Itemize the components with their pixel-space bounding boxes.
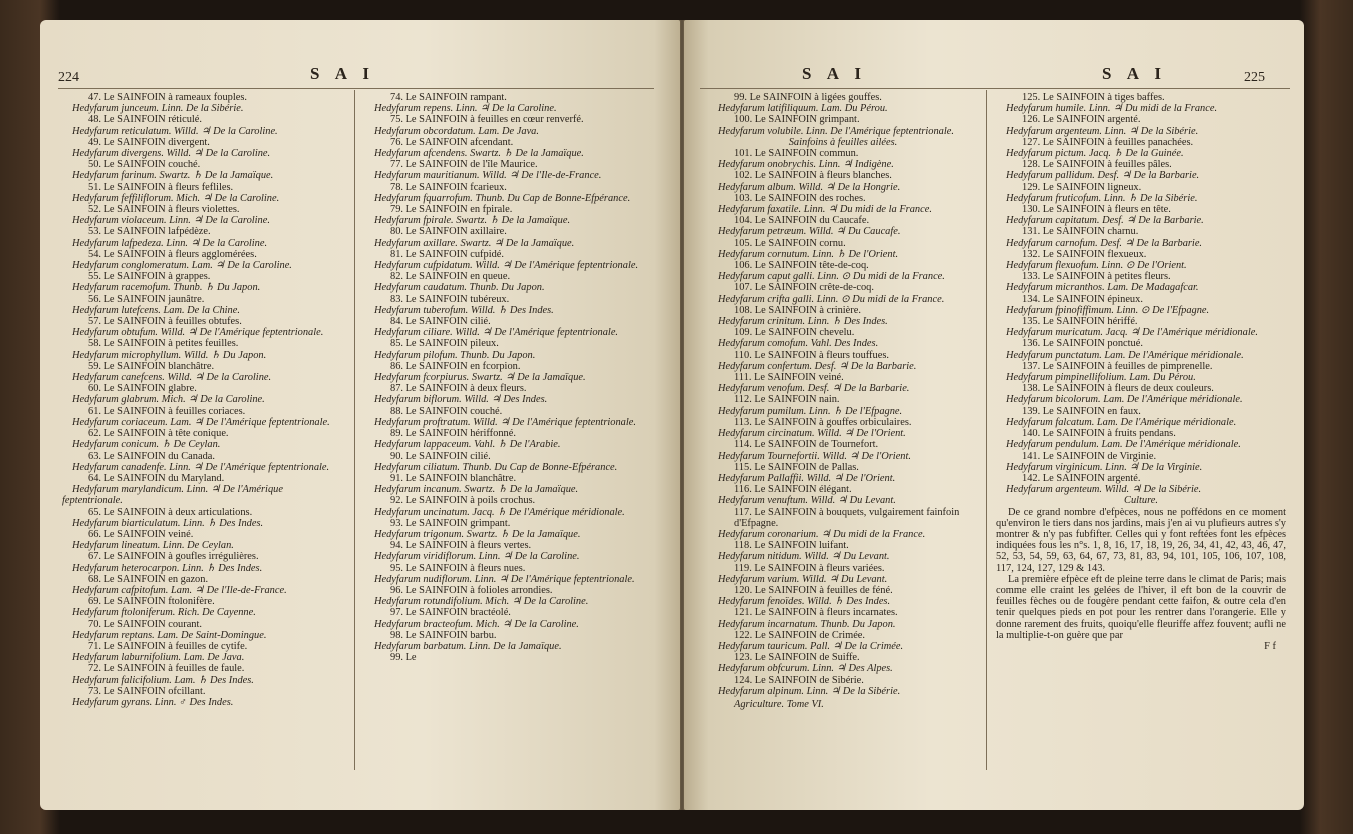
entry-title: 122. Le SAINFOIN de Crimée. [734,629,866,641]
entry-latin-name: Hedyfarum lutefcens. Lam. De la Chine. [72,304,240,316]
entry-title: 99. Le [390,652,417,664]
entry-title: 73. Le SAINFOIN ofcillant. [88,685,206,697]
entry-latin-name: Hedyfarum biarticulatum. Linn. ♄ Des Indes. [72,517,264,529]
entry-latin-name: Hedyfarum microphyllum. Willd. ♄ Du Japon. [72,349,267,361]
entry-title: 99. Le SAINFOIN à ligées gouffes. [734,92,882,103]
right-column-1 [708,92,978,710]
entry-title: 108. Le SAINFOIN à crinière. [734,304,861,316]
entry-title: 89. Le SAINFOIN hériffonné. [390,428,516,440]
entry-title: 74. Le SAINFOIN rampant. [390,92,507,103]
entry-latin-name: Hedyfarum fpinofiffimum. Linn. ⊙ De l'Efpagne. [1006,304,1210,316]
entry-title: 79. Le SAINFOIN en fpirale. [390,204,513,216]
entry-latin-name: Hedyfarum lineatum. Linn. De Ceylan. [72,540,234,552]
entry-latin-name: Hedyfarum punctatum. Lam. De l'Amérique méridionale. [1006,349,1244,361]
right-page [684,20,1304,810]
entry-title: 110. Le SAINFOIN à fleurs touffues. [734,349,889,361]
entry-title: 47. Le SAINFOIN à rameaux fouples. [88,92,247,103]
entry-latin-name: Hedyfarum fruticofum. Linn. ♄ De la Sibérie. [1006,192,1198,204]
entry-title: 69. Le SAINFOIN ftolonifère. [88,596,215,608]
entry-title: 112. Le SAINFOIN nain. [734,394,840,406]
entry-title: 91. Le SAINFOIN blanchâtre. [390,472,517,484]
entry-latin-name: Hedyfarum caput galli. Linn. ⊙ Du midi de la France. [718,271,945,283]
entry-latin-name: Hedyfarum barbatum. Linn. De la Jamaïque. [374,640,562,652]
entry-latin-name: Hedyfarum fenoïdes. Willd. ♄ Des Indes. [718,596,891,608]
left-column-2 [364,92,656,663]
entry-title: 119. Le SAINFOIN à fleurs variées. [734,562,885,574]
entry-latin-name: Hedyfarum tauricum. Pall. ♃ De la Crimée. [718,640,904,652]
entry-latin-name: Hedyfarum varium. Willd. ♃ Du Levant. [718,573,888,585]
header-rule [58,88,654,89]
entry-title: 82. Le SAINFOIN en queue. [390,271,511,283]
entry-title: 63. Le SAINFOIN du Canada. [88,450,215,462]
entry-title: 139. Le SAINFOIN en faux. [1022,405,1141,417]
entry-latin-name: Hedyfarum marylandicum. Linn. ♃ De l'Amérique feptentrionale. [62,484,283,507]
entry-latin-name: Hedyfarum album. Willd. ♃ De la Hongrie. [718,181,901,193]
entry-latin-name: Hedyfarum falcatum. Lam. De l'Amérique méridionale. [1006,416,1237,428]
left-column-1 [62,92,344,708]
entry-latin-name: Hedyfarum conglomeratum. Lam. ♃ De la Caroline. [72,260,292,272]
entry-latin-name: Hedyfarum capitatum. Desf. ♃ De la Barbarie. [1006,215,1204,227]
entry-title: 133. Le SAINFOIN à petites fleurs. [1022,271,1171,283]
entry-latin-name: Hedyfarum volubile. Linn. De l'Amérique feptentrionale. [718,125,954,137]
entry-title: 134. Le SAINFOIN épineux. [1022,293,1143,305]
entry-title: 78. Le SAINFOIN fcarieux. [390,181,507,193]
entry-latin-name: Hedyfarum pictum. Jacq. ♄ De la Guinée. [1006,148,1184,160]
entry-title: 81. Le SAINFOIN cufpidé. [390,248,504,260]
entry-latin-name: Hedyfarum obcordatum. Lam. De Java. [374,125,539,137]
entry-title: 52. Le SAINFOIN à fleurs violettes. [88,204,240,216]
entry-latin-name: Hedyfarum pimpinellifolium. Lam. Du Pérou. [1006,372,1196,384]
entry-latin-name: Hedyfarum tuberofum. Willd. ♄ Des Indes. [374,304,554,316]
entry-title: 100. Le SAINFOIN grimpant. [734,114,860,126]
entry-latin-name: Hedyfarum incarnatum. Thunb. Du Japon. [718,618,896,630]
section-title: Sainfoins à feuilles ailées. [788,136,898,148]
entry-title: 68. Le SAINFOIN en gazon. [88,573,209,585]
entry-latin-name: Hedyfarum carnofum. Desf. ♃ De la Barbarie. [1006,237,1203,249]
page-number-right: 225 [1244,70,1265,85]
entry-latin-name: Hedyfarum fpirale. Swartz. ♄ De la Jamaïque. [374,215,571,227]
entry-title: 70. Le SAINFOIN courant. [88,618,202,630]
entry-title: 140. Le SAINFOIN à fruits pendans. [1022,428,1176,440]
entry-title: 71. Le SAINFOIN à feuilles de cytife. [88,640,248,652]
entry-title: 127. Le SAINFOIN à feuilles panachées. [1022,136,1194,148]
entry-title: 83. Le SAINFOIN tubéreux. [390,293,510,305]
column-divider [354,90,355,770]
page-footer: Agriculture. Tome VI. [734,698,824,710]
entry-latin-name: Hedyfarum rotundifolium. Mich. ♃ De la Caroline. [374,596,589,608]
entry-title: 103. Le SAINFOIN des roches. [734,192,866,204]
entry-title: 95. Le SAINFOIN à fleurs nues. [390,562,526,574]
entry-title: 94. Le SAINFOIN à fleurs vertes. [390,540,532,552]
entry-title: 135. Le SAINFOIN hériffé. [1022,316,1138,328]
entry-latin-name: Hedyfarum confertum. Desf. ♃ De la Barbarie. [718,360,917,372]
entry-title: 49. Le SAINFOIN divergent. [88,136,210,148]
entry-latin-name: Hedyfarum repens. Linn. ♃ De la Caroline. [374,103,557,115]
entry-title: 107. Le SAINFOIN crête-de-coq. [734,282,874,294]
entry-latin-name: Hedyfarum crinitum. Linn. ♄ Des Indes. [718,316,888,328]
right-column-2 [996,92,1286,652]
entry-title: 131. Le SAINFOIN charnu. [1022,226,1139,238]
entry-latin-name: Hedyfarum faxatile. Linn. ♃ Du midi de la France. [718,204,932,216]
entry-latin-name: Hedyfarum pilofum. Thunb. Du Japon. [374,349,536,361]
entry-title: 97. Le SAINFOIN bractéolé. [390,607,511,619]
entry-latin-name: Hedyfarum pumilum. Linn. ♄ De l'Efpagne. [718,405,903,417]
entry-latin-name: Hedyfarum pendulum. Lam. De l'Amérique méridionale. [1006,439,1241,451]
entry-title: 72. Le SAINFOIN à feuilles de faule. [88,663,245,675]
left-page [40,20,680,810]
entry-title: 132. Le SAINFOIN flexueux. [1022,248,1147,260]
entry-title: 87. Le SAINFOIN à deux fleurs. [390,383,527,395]
entry-title: 121. Le SAINFOIN à fleurs incarnates. [734,607,898,619]
entry-title: 138. Le SAINFOIN à fleurs de deux couleurs. [1022,383,1214,395]
entry-title: 123. Le SAINFOIN de Suiffe. [734,652,860,664]
header-rule-right [700,88,1290,89]
entry-title: 64. Le SAINFOIN du Maryland. [88,472,225,484]
entry-latin-name: Hedyfarum racemofum. Thunb. ♄ Du Japon. [72,282,261,294]
entry-latin-name: Hedyfarum biflorum. Willd. ♃ Des Indes. [374,394,548,406]
entry-title: 50. Le SAINFOIN couché. [88,159,201,171]
entry-title: 51. Le SAINFOIN à fleurs fefliles. [88,181,234,193]
entry-title: 109. Le SAINFOIN chevelu. [734,327,855,339]
entry-title: 67. Le SAINFOIN à goufles irrégulières. [88,551,259,563]
entry-title: 129. Le SAINFOIN ligneux. [1022,181,1142,193]
entry-latin-name: Hedyfarum humile. Linn. ♃ Du midi de la France. [1006,103,1218,115]
entry-latin-name: Hedyfarum violaceum. Linn. ♃ De la Caroline. [72,215,270,227]
entry-title: 85. Le SAINFOIN pileux. [390,338,499,350]
entry-latin-name: Hedyfarum lafpedeza. Linn. ♃ De la Caroline. [72,237,268,249]
entry-latin-name: Hedyfarum axillare. Swartz. ♃ De la Jamaïque. [374,237,575,249]
entry-latin-name: Hedyfarum nitidum. Willd. ♃ Du Levant. [718,551,890,563]
entry-title: 59. Le SAINFOIN blanchâtre. [88,360,215,372]
entry-latin-name: Hedyfarum latifiliquum. Lam. Du Pérou. [718,103,888,115]
entry-title: 113. Le SAINFOIN à gouffes orbiculaires. [734,416,912,428]
entry-latin-name: Hedyfarum divergens. Willd. ♃ De la Caroline. [72,148,271,160]
entry-latin-name: Hedyfarum uncinatum. Jacq. ♄ De l'Amérique méridionale. [374,506,625,518]
culture-paragraph-2: La première efpèce eft de pleine terre dans le climat de Paris; mais comme elle craint les gelées de l'hiver, il eft bon de la couvrir de feuilles fèches ou de fougère pendant cette faifon, & outre cela d'en tenir quelques pieds en pot pour les rentrer dans l'orangerie. Elle y donne rarement des fruits, quoiqu'elle fleuriffe affez fouvent; aufli ne la multiplie-t-on guère que par [996,573,1286,641]
entry-latin-name: Hedyfarum proftratum. Willd. ♃ De l'Amérique feptentrionale. [374,416,636,428]
entry-latin-name: Hedyfarum cafpitofum. Lam. ♃ De l'Ile-de-France. [72,584,287,596]
entry-latin-name: Hedyfarum coriaceum. Lam. ♃ De l'Amérique feptentrionale. [72,416,330,428]
entry-title: 106. Le SAINFOIN tête-de-coq. [734,260,869,272]
entry-title: 125. Le SAINFOIN à tiges baffes. [1022,92,1165,103]
entry-title: 101. Le SAINFOIN commun. [734,148,859,160]
entry-latin-name: Hedyfarum alpinum. Linn. ♃ De la Sibérie. [718,685,901,697]
entry-latin-name: Hedyfarum flexuofum. Linn. ⊙ De l'Orient. [1006,260,1187,272]
entry-title: 92. Le SAINFOIN à poils crochus. [390,495,536,507]
entry-title: 90. Le SAINFOIN cilié. [390,450,491,462]
entry-latin-name: Hedyfarum caudatum. Thunb. Du Japon. [374,282,545,294]
entry-title: 55. Le SAINFOIN à grappes. [88,271,211,283]
entry-latin-name: Hedyfarum virginicum. Linn. ♃ De la Virginie. [1006,461,1203,473]
entry-latin-name: Hedyfarum feffiliflorum. Mich. ♃ De la Caroline. [72,192,280,204]
entry-title: 115. Le SAINFOIN de Pallas. [734,461,859,473]
entry-title: 128. Le SAINFOIN à feuilles pâles. [1022,159,1172,171]
entry-title: 136. Le SAINFOIN ponctué. [1022,338,1143,350]
entry-latin-name: Hedyfarum fcorpiurus. Swartz. ♃ De la Jamaïque. [374,372,586,384]
entry-title: 137. Le SAINFOIN à feuilles de pimprenelle. [1022,360,1213,372]
page-number-left: 224 [58,70,79,85]
entry-latin-name: Hedyfarum mauritianum. Willd. ♃ De l'Ile-de-France. [374,170,602,182]
entry-title: 53. Le SAINFOIN lafpédèze. [88,226,211,238]
signature-mark: F f [1264,640,1276,652]
entry-latin-name: Hedyfarum Pallaffii. Willd. ♃ De l'Orient. [718,472,896,484]
entry-latin-name: Hedyfarum venuftum. Willd. ♃ Du Levant. [718,495,896,507]
entry-latin-name: Hedyfarum viridiflorum. Linn. ♃ De la Caroline. [374,551,580,563]
entry-title: 76. Le SAINFOIN afcendant. [390,136,514,148]
entry-latin-name: Hedyfarum petræum. Willd. ♃ Du Caucafe. [718,226,901,238]
entry-latin-name: Hedyfarum ftoloniferum. Rich. De Cayenne. [72,607,256,619]
entry-latin-name: Hedyfarum crifta galli. Linn. ⊙ Du midi de la France. [718,293,945,305]
entry-title: 96. Le SAINFOIN à folioles arrondies. [390,584,553,596]
entry-latin-name: Hedyfarum onobrychis. Linn. ♃ Indigène. [718,159,894,171]
entry-latin-name: Hedyfarum reticulatum. Willd. ♃ De la Caroline. [72,125,278,137]
entry-latin-name: Hedyfarum afcendens. Swartz. ♄ De la Jamaïque. [374,148,584,160]
entry-latin-name: Hedyfarum conicum. ♄ De Ceylan. [72,439,221,451]
entry-latin-name: Hedyfarum micranthos. Lam. De Madagafcar. [1006,282,1199,294]
running-header-left: S A I [310,64,375,83]
entry-title: 56. Le SAINFOIN jaunâtre. [88,293,205,305]
entry-latin-name: Hedyfarum Tournefortii. Willd. ♃ De l'Orient. [718,450,911,462]
entry-latin-name: Hedyfarum canefcens. Willd. ♃ De la Caroline. [72,372,272,384]
entry-latin-name: Hedyfarum obtufum. Willd. ♃ De l'Amérique feptentrionale. [72,327,324,339]
entry-latin-name: Hedyfarum pallidum. Desf. ♃ De la Barbarie. [1006,170,1200,182]
entry-title: 80. Le SAINFOIN axillaire. [390,226,507,238]
entry-latin-name: Hedyfarum laburnifolium. Lam. De Java. [72,652,245,664]
entry-latin-name: Hedyfarum reptans. Lam. De Saint-Domingue. [72,629,267,641]
entry-latin-name: Hedyfarum circinatum. Willd. ♃ De l'Orient. [718,428,906,440]
entry-latin-name: Hedyfarum bicolorum. Lam. De l'Amérique méridionale. [1006,394,1243,406]
column-divider-right [986,90,987,770]
entry-title: 124. Le SAINFOIN de Sibérie. [734,674,864,686]
entry-latin-name: Hedyfarum incanum. Swartz. ♄ De la Jamaïque. [374,484,579,496]
entry-latin-name: Hedyfarum cufpidatum. Willd. ♃ De l'Amérique feptentrionale. [374,260,639,272]
running-header-right-1: S A I [802,64,867,83]
entry-title: 130. Le SAINFOIN à fleurs en tête. [1022,204,1171,216]
entry-title: 60. Le SAINFOIN glabre. [88,383,197,395]
entry-title: 61. Le SAINFOIN à feuilles coriaces. [88,405,246,417]
entry-title: 48. Le SAINFOIN réticulé. [88,114,202,126]
entry-latin-name: Hedyfarum junceum. Linn. De la Sibérie. [72,103,244,115]
entry-title: 120. Le SAINFOIN à feuilles de féné. [734,584,893,596]
entry-title: 93. Le SAINFOIN grimpant. [390,517,511,529]
running-header-right-2: S A I [1102,64,1167,83]
entry-latin-name: Hedyfarum bracteofum. Mich. ♃ De la Caroline. [374,618,579,630]
entry-latin-name: Hedyfarum comofum. Vahl. Des Indes. [718,338,879,350]
entry-latin-name: Hedyfarum venofum. Desf. ♃ De la Barbarie. [718,383,910,395]
entry-latin-name: Hedyfarum lappaceum. Vahl. ♄ De l'Arabie. [374,439,561,451]
entry-latin-name: Hedyfarum glabrum. Mich. ♃ De la Caroline. [72,394,265,406]
entry-latin-name: Hedyfarum muricatum. Jacq. ♃ De l'Amérique méridionale. [1006,327,1258,339]
entry-latin-name: Hedyfarum ciliatum. Thunb. Du Cap de Bonne-Efpérance. [374,461,618,473]
entry-title: 116. Le SAINFOIN élégant. [734,484,852,496]
entry-latin-name: Hedyfarum obfcurum. Linn. ♃ Des Alpes. [718,663,893,675]
culture-title: Culture. [1124,495,1158,507]
entry-title: 77. Le SAINFOIN de l'île Maurice. [390,159,538,171]
culture-paragraph-1: De ce grand nombre d'efpèces, nous ne poffédons en ce moment qu'environ le tiers dans nos jardins, mais j'en ai vu plufieurs autres s'y montrer & n'y pas fubfifter. Celles qui y font reftées font les efpèces indiquées fous les n°s. 1, 8, 16, 17, 18, 19, 26, 34, 41, 42, 43, 46, 47, 52, 53, 54, 59, 63, 64, 67, 73, 81, 83, 94, 101, 105, 106, 107, 108, 117, 124, 127, 129 & 143. [996,506,1286,574]
entry-latin-name: Hedyfarum gyrans. Linn. ♂ Des Indes. [72,696,234,708]
entry-title: 126. Le SAINFOIN argenté. [1022,114,1141,126]
entry-title: 86. Le SAINFOIN en fcorpion. [390,360,521,372]
entry-title: 102. Le SAINFOIN à fleurs blanches. [734,170,892,182]
entry-latin-name: Hedyfarum fquarrofum. Thunb. Du Cap de Bonne-Efpérance. [374,192,631,204]
entry-title: 84. Le SAINFOIN cilié. [390,316,491,328]
entry-latin-name: Hedyfarum ciliare. Willd. ♃ De l'Amérique feptentrionale. [374,327,619,339]
entry-title: 118. Le SAINFOIN luifant. [734,540,849,552]
entry-latin-name: Hedyfarum trigonum. Swartz. ♄ De la Jamaïque. [374,528,581,540]
entry-title: 117. Le SAINFOIN à bouquets, vulgairement fainfoin d'Efpagne. [734,506,960,529]
entry-title: 58. Le SAINFOIN à petites feuilles. [88,338,239,350]
entry-latin-name: Hedyfarum argenteum. Willd. ♃ De la Sibérie. [1006,484,1202,496]
entry-title: 111. Le SAINFOIN veiné. [734,372,844,384]
entry-latin-name: Hedyfarum canadenfe. Linn. ♃ De l'Amérique feptentrionale. [72,461,330,473]
entry-latin-name: Hedyfarum cornutum. Linn. ♄ De l'Orient. [718,248,899,260]
entry-title: 114. Le SAINFOIN de Tournefort. [734,439,879,451]
entry-title: 105. Le SAINFOIN cornu. [734,237,846,249]
entry-latin-name: Hedyfarum argenteum. Linn. ♃ De la Sibérie. [1006,125,1199,137]
entry-title: 98. Le SAINFOIN barbu. [390,629,497,641]
entry-title: 54. Le SAINFOIN à fleurs agglomérées. [88,248,257,260]
entry-title: 141. Le SAINFOIN de Virginie. [1022,450,1157,462]
entry-latin-name: Hedyfarum nudiflorum. Linn. ♃ De l'Amérique feptentrionale. [374,573,635,585]
entry-latin-name: Hedyfarum heterocarpon. Linn. ♄ Des Indes. [72,562,263,574]
entry-title: 88. Le SAINFOIN couché. [390,405,503,417]
entry-title: 75. Le SAINFOIN à feuilles en cœur renverfé. [390,114,584,126]
entry-title: 57. Le SAINFOIN à feuilles obtufes. [88,316,242,328]
entry-title: 65. Le SAINFOIN à deux articulations. [88,506,253,518]
entry-title: 66. Le SAINFOIN veiné. [88,528,194,540]
entry-title: 104. Le SAINFOIN du Caucafe. [734,215,870,227]
entry-latin-name: Hedyfarum farinum. Swartz. ♄ De la Jamaïque. [72,170,274,182]
entry-latin-name: Hedyfarum falicifolium. Lam. ♄ Des Indes. [72,674,254,686]
entry-latin-name: Hedyfarum coronarium. ♃ Du midi de la France. [718,528,926,540]
entry-title: 62. Le SAINFOIN à tête conique. [88,428,229,440]
entry-title: 142. Le SAINFOIN argenté. [1022,472,1141,484]
